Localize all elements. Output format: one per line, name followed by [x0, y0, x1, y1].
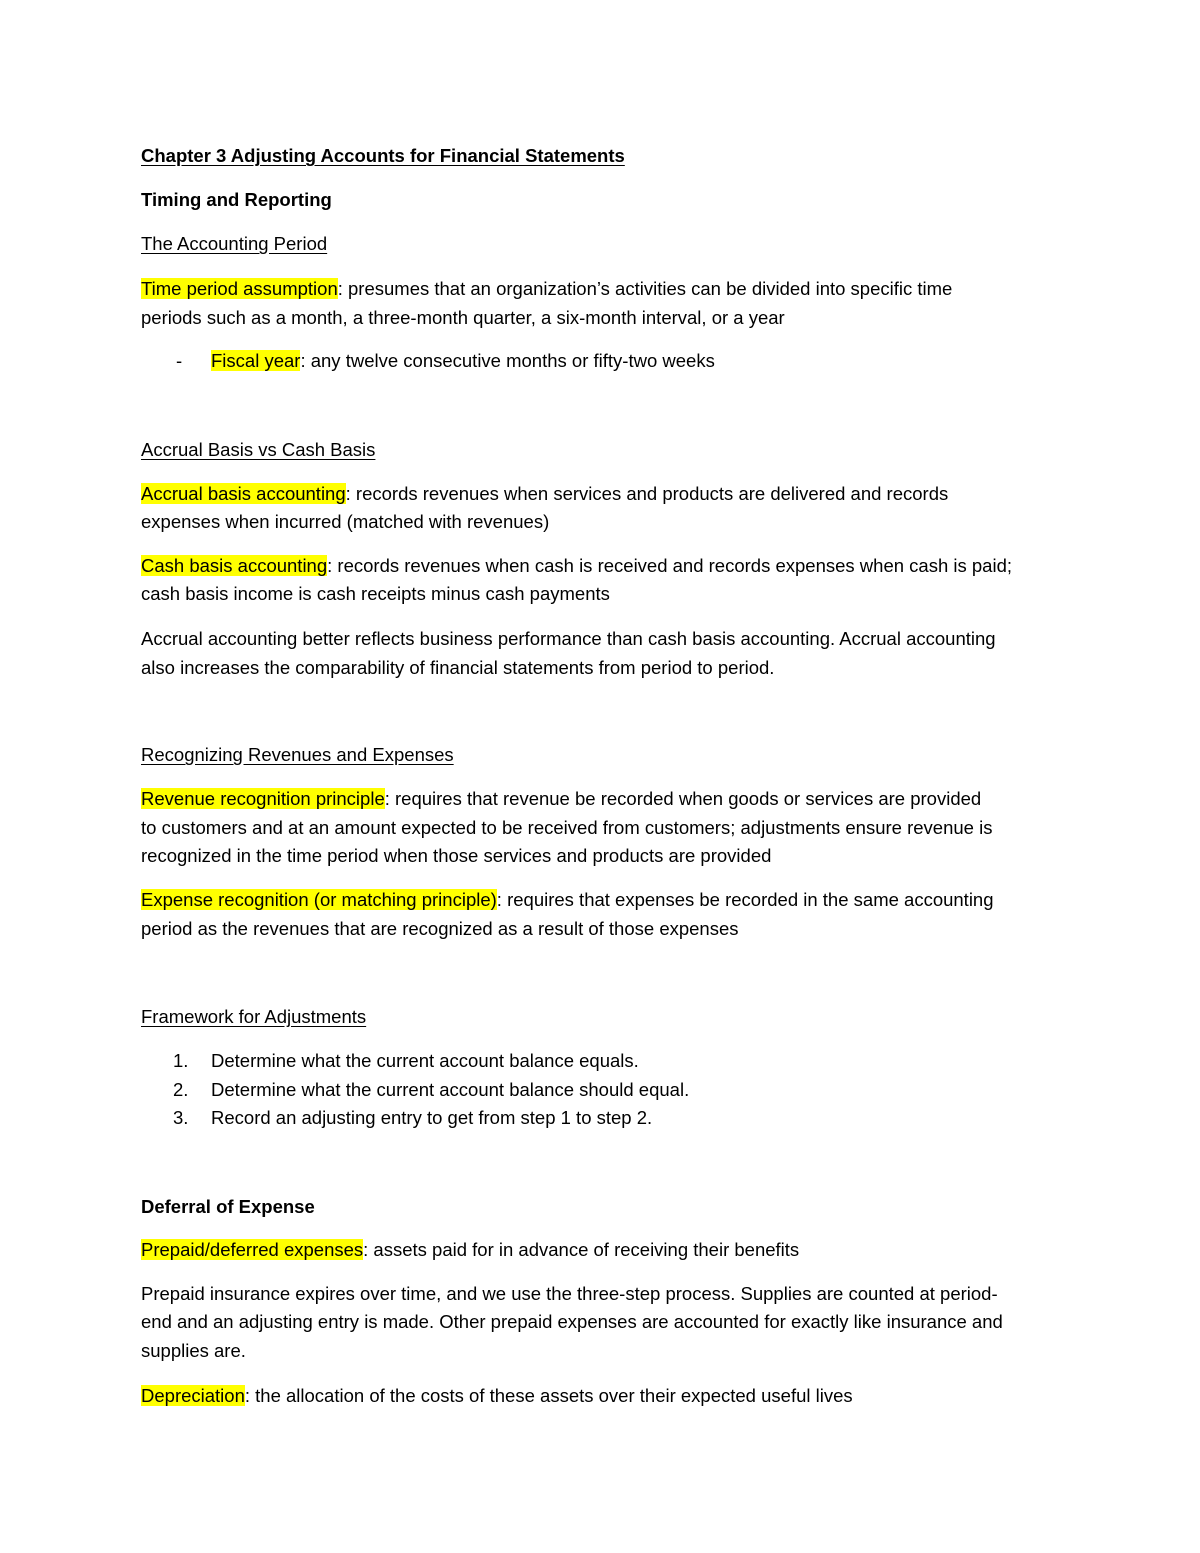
section-heading-timing: Timing and Reporting	[141, 189, 332, 210]
definition-continuation: to customers and at an amount expected to be received from customers; adjustments ensure revenue is	[141, 817, 993, 838]
definition-expense-recognition	[141, 886, 994, 914]
paragraph-continuation: end and an adjusting entry is made. Other prepaid expenses are accounted for exactly like insurance and	[141, 1311, 1003, 1332]
definition-continuation: cash basis income is cash receipts minus cash payments	[141, 583, 610, 604]
term-depreciation: Depreciation	[141, 1385, 245, 1406]
definition-continuation: periods such as a month, a three-month quarter, a six-month interval, or a year	[141, 307, 785, 328]
definition-text: : presumes that an organization’s activities can be divided into specific time	[337, 278, 953, 299]
subheading-accounting-period: The Accounting Period	[141, 233, 328, 254]
subheading-accrual-vs-cash: Accrual Basis vs Cash Basis	[141, 439, 376, 460]
paragraph-continuation: supplies are.	[141, 1340, 246, 1361]
list-item: Determine what the current account balance equals.	[211, 1050, 639, 1071]
list-number: 1.	[173, 1050, 189, 1071]
list-number: 2.	[173, 1079, 189, 1100]
term-cash-basis: Cash basis accounting	[141, 555, 328, 576]
list-number: 3.	[173, 1107, 189, 1128]
bullet-marker: -	[176, 350, 183, 371]
list-item: Record an adjusting entry to get from step 1 to step 2.	[211, 1107, 653, 1128]
term-prepaid-deferred: Prepaid/deferred expenses	[141, 1239, 364, 1260]
paragraph-accrual: Accrual accounting better reflects business performance than cash basis accounting. Accrual accounting	[141, 628, 996, 649]
definition-depreciation	[141, 1382, 853, 1410]
subheading-recognizing: Recognizing Revenues and Expenses	[141, 744, 454, 765]
term-revenue-recognition: Revenue recognition principle	[141, 788, 385, 809]
definition-text: : assets paid for in advance of receiving their benefits	[363, 1239, 800, 1260]
paragraph-continuation: also increases the comparability of financial statements from period to period.	[141, 657, 775, 678]
definition-revenue-recognition	[141, 785, 981, 813]
paragraph-prepaid: Prepaid insurance expires over time, and we use the three-step process. Supplies are counted at period-	[141, 1283, 998, 1304]
bullet-fiscal-year	[211, 347, 715, 375]
definition-continuation: recognized in the time period when those services and products are provided	[141, 845, 772, 866]
term-time-period-assumption: Time period assumption	[141, 278, 338, 299]
definition-text: : requires that revenue be recorded when goods or services are provided	[384, 788, 982, 809]
list-item: Determine what the current account balance should equal.	[211, 1079, 690, 1100]
definition-continuation: period as the revenues that are recognized as a result of those expenses	[141, 918, 739, 939]
definition-time-period	[141, 275, 952, 303]
term-accrual-basis: Accrual basis accounting	[141, 483, 346, 504]
definition-text: : any twelve consecutive months or fifty-two weeks	[300, 350, 715, 371]
section-heading-deferral: Deferral of Expense	[141, 1196, 315, 1217]
term-fiscal-year: Fiscal year	[211, 350, 301, 371]
definition-accrual-basis	[141, 480, 948, 508]
definition-text: : requires that expenses be recorded in the same accounting	[496, 889, 994, 910]
definition-text: : records revenues when cash is received and records expenses when cash is paid;	[327, 555, 1013, 576]
definition-cash-basis	[141, 552, 1012, 580]
page-title: Chapter 3 Adjusting Accounts for Financial Statements	[141, 145, 625, 166]
subheading-framework: Framework for Adjustments	[141, 1006, 367, 1027]
definition-text: : records revenues when services and products are delivered and records	[345, 483, 949, 504]
definition-prepaid	[141, 1236, 799, 1264]
definition-text: : the allocation of the costs of these assets over their expected useful lives	[244, 1385, 853, 1406]
term-expense-recognition: Expense recognition (or matching principle)	[141, 889, 497, 910]
definition-continuation: expenses when incurred (matched with revenues)	[141, 511, 550, 532]
